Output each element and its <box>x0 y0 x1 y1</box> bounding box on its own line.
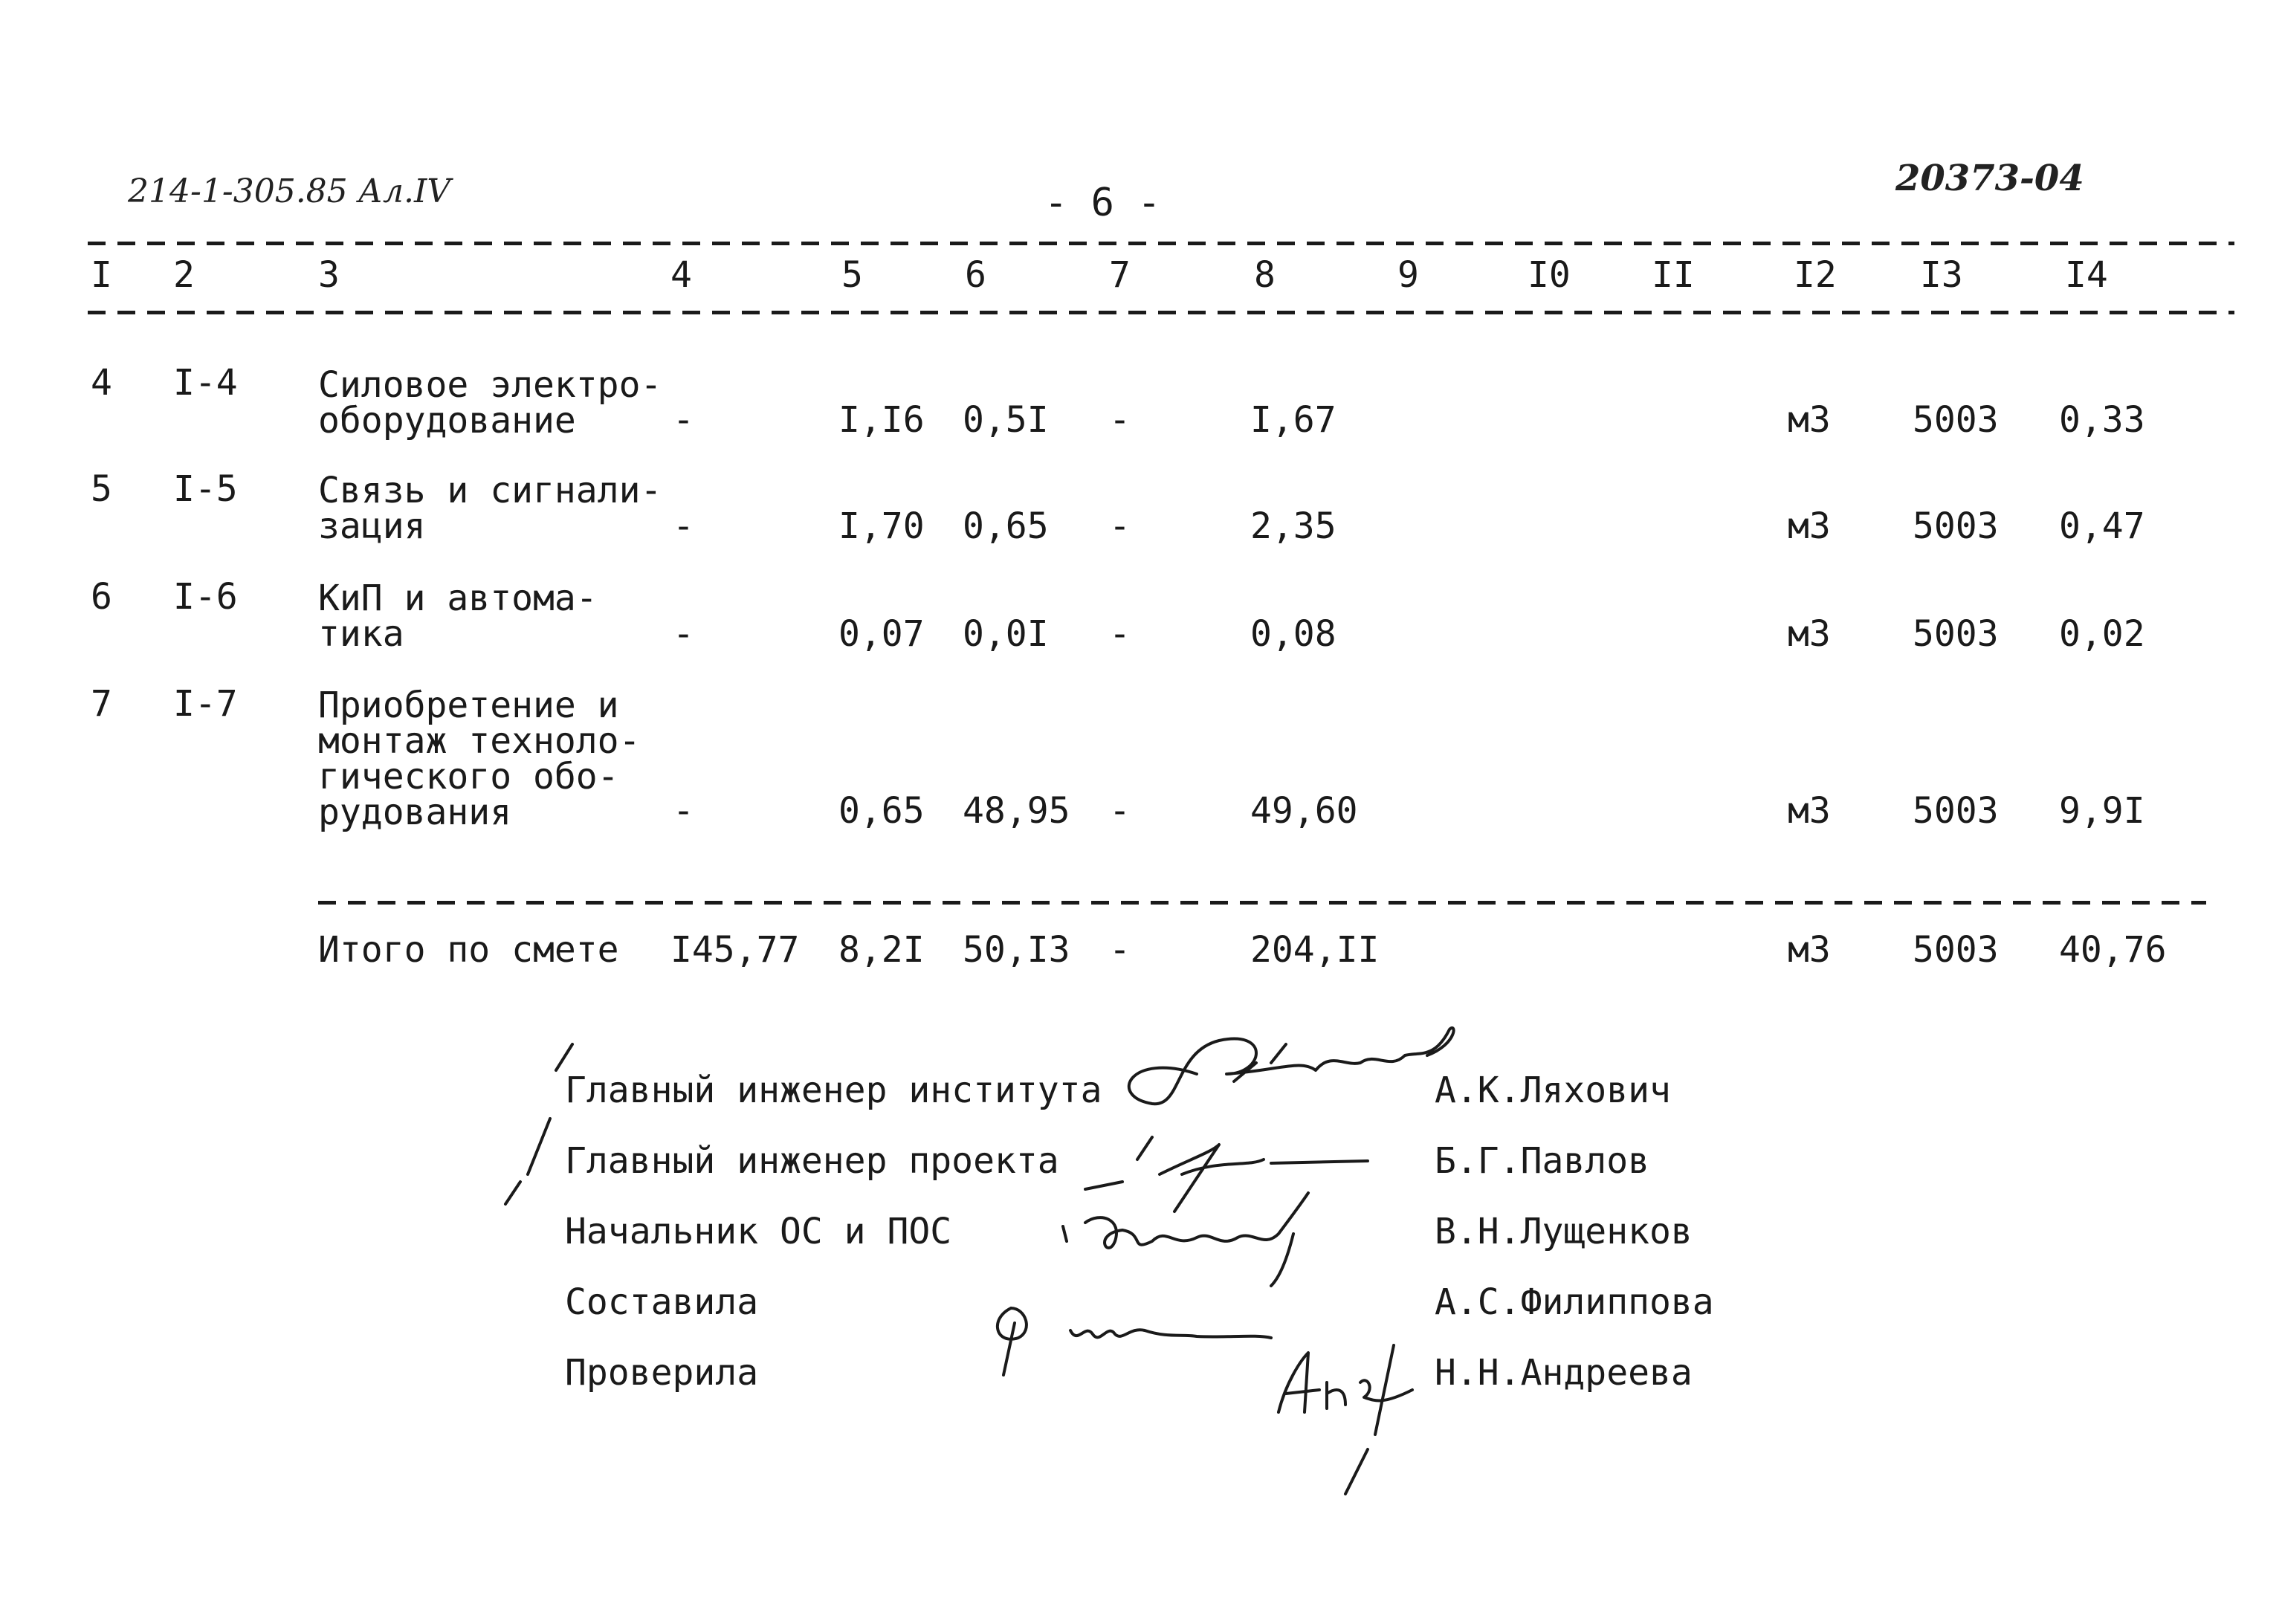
cell-col4: - <box>673 790 694 832</box>
cell-unit: м3 <box>1788 613 1831 655</box>
cell-col5: I,I6 <box>838 399 925 441</box>
column-header: 8 <box>1254 254 1276 296</box>
page-number: - 6 - <box>1044 181 1161 225</box>
signature-lyakhovich <box>1108 1000 1464 1126</box>
cell-unit: м3 <box>1788 399 1831 441</box>
cell-col6: 0,0I <box>963 613 1049 655</box>
cell-col7: - <box>1109 790 1131 832</box>
row-description: КиП и автома- тика <box>318 578 598 655</box>
cell-col6: 0,5I <box>963 399 1049 441</box>
cell-col8: 0,08 <box>1250 613 1336 655</box>
column-header: 9 <box>1397 254 1419 296</box>
cell-col8: 2,35 <box>1250 505 1336 547</box>
row-description: Связь и сигнали- зация <box>318 470 662 547</box>
column-header: I2 <box>1794 254 1837 296</box>
archive-number: 20373-04 <box>1895 158 2084 199</box>
column-header: 5 <box>841 254 863 296</box>
column-header: 6 <box>965 254 986 296</box>
signatory-name: А.К.Ляхович <box>1435 1070 1671 1111</box>
row-description: Приобретение и монтаж техноло- гического обо- рудования <box>318 685 641 833</box>
column-header: 7 <box>1109 254 1131 296</box>
signatory-name: А.С.Филиппова <box>1435 1281 1714 1323</box>
cell-col4: - <box>673 399 694 441</box>
signatory-role: Главный инженер института <box>565 1070 1102 1111</box>
total-label: Итого по смете <box>318 929 619 971</box>
row-number: 4 <box>91 362 112 404</box>
cell-col6: 48,95 <box>963 790 1070 832</box>
cell-col7: - <box>1109 399 1131 441</box>
total-col4: I45,77 <box>670 929 800 971</box>
cell-col4: - <box>673 613 694 655</box>
signatory-name: Б.Г.Павлов <box>1435 1140 1649 1182</box>
cell-col8: I,67 <box>1250 399 1336 441</box>
cell-col5: 0,07 <box>838 613 925 655</box>
header-bottom-rule <box>88 311 2234 314</box>
signatory-role: Начальник ОС и ПОС <box>565 1211 952 1252</box>
column-header: I4 <box>2065 254 2108 296</box>
column-header: 4 <box>670 254 692 296</box>
header-top-rule <box>88 242 2234 245</box>
cell-col13: 5003 <box>1913 613 1999 655</box>
cell-col13: 5003 <box>1913 399 1999 441</box>
total-col8: 204,II <box>1250 929 1380 971</box>
total-col7: - <box>1109 929 1131 971</box>
row-code: I-4 <box>173 362 238 404</box>
cell-col7: - <box>1109 613 1131 655</box>
row-number: 6 <box>91 576 112 618</box>
column-header: I0 <box>1528 254 1571 296</box>
row-code: I-6 <box>173 576 238 618</box>
column-header: II <box>1652 254 1695 296</box>
cell-col13: 5003 <box>1913 505 1999 547</box>
row-number: 7 <box>91 683 112 725</box>
cell-col7: - <box>1109 505 1131 547</box>
document-code: 214-1-305.85 Ал.IV <box>128 172 451 210</box>
signature-lushchenkov <box>1056 1189 1338 1293</box>
cell-col5: I,70 <box>838 505 925 547</box>
cell-unit: м3 <box>1788 790 1831 832</box>
cell-col4: - <box>673 505 694 547</box>
total-unit: м3 <box>1788 929 1831 971</box>
column-header: 2 <box>173 254 195 296</box>
total-rule <box>318 901 2206 905</box>
total-col5: 8,2I <box>838 929 925 971</box>
signatory-name: Н.Н.Андреева <box>1435 1352 1693 1394</box>
cell-col14: 9,9I <box>2059 790 2145 832</box>
column-header: I3 <box>1920 254 1963 296</box>
check-tick-1 <box>550 1041 595 1093</box>
check-tick-2 <box>498 1115 565 1204</box>
cell-col14: 0,33 <box>2059 399 2145 441</box>
signatory-role: Главный инженер проекта <box>565 1140 1059 1182</box>
signature-andreeva <box>1264 1323 1457 1494</box>
cell-unit: м3 <box>1788 505 1831 547</box>
cell-col5: 0,65 <box>838 790 925 832</box>
signatory-role: Проверила <box>565 1352 759 1394</box>
row-code: I-5 <box>173 468 238 510</box>
signatory-name: В.Н.Лущенков <box>1435 1211 1693 1252</box>
row-description: Силовое электро- оборудование <box>318 364 662 441</box>
total-col6: 50,I3 <box>963 929 1070 971</box>
cell-col6: 0,65 <box>963 505 1049 547</box>
cell-col8: 49,60 <box>1250 790 1358 832</box>
row-number: 5 <box>91 468 112 510</box>
row-code: I-7 <box>173 683 238 725</box>
cell-col14: 0,02 <box>2059 613 2145 655</box>
signature-filippova <box>989 1293 1301 1382</box>
column-header: 3 <box>318 254 340 296</box>
signatory-role: Составила <box>565 1281 759 1323</box>
cell-col13: 5003 <box>1913 790 1999 832</box>
cell-col14: 0,47 <box>2059 505 2145 547</box>
column-header: I <box>91 254 112 296</box>
total-col14: 40,76 <box>2059 929 2167 971</box>
total-col13: 5003 <box>1913 929 1999 971</box>
